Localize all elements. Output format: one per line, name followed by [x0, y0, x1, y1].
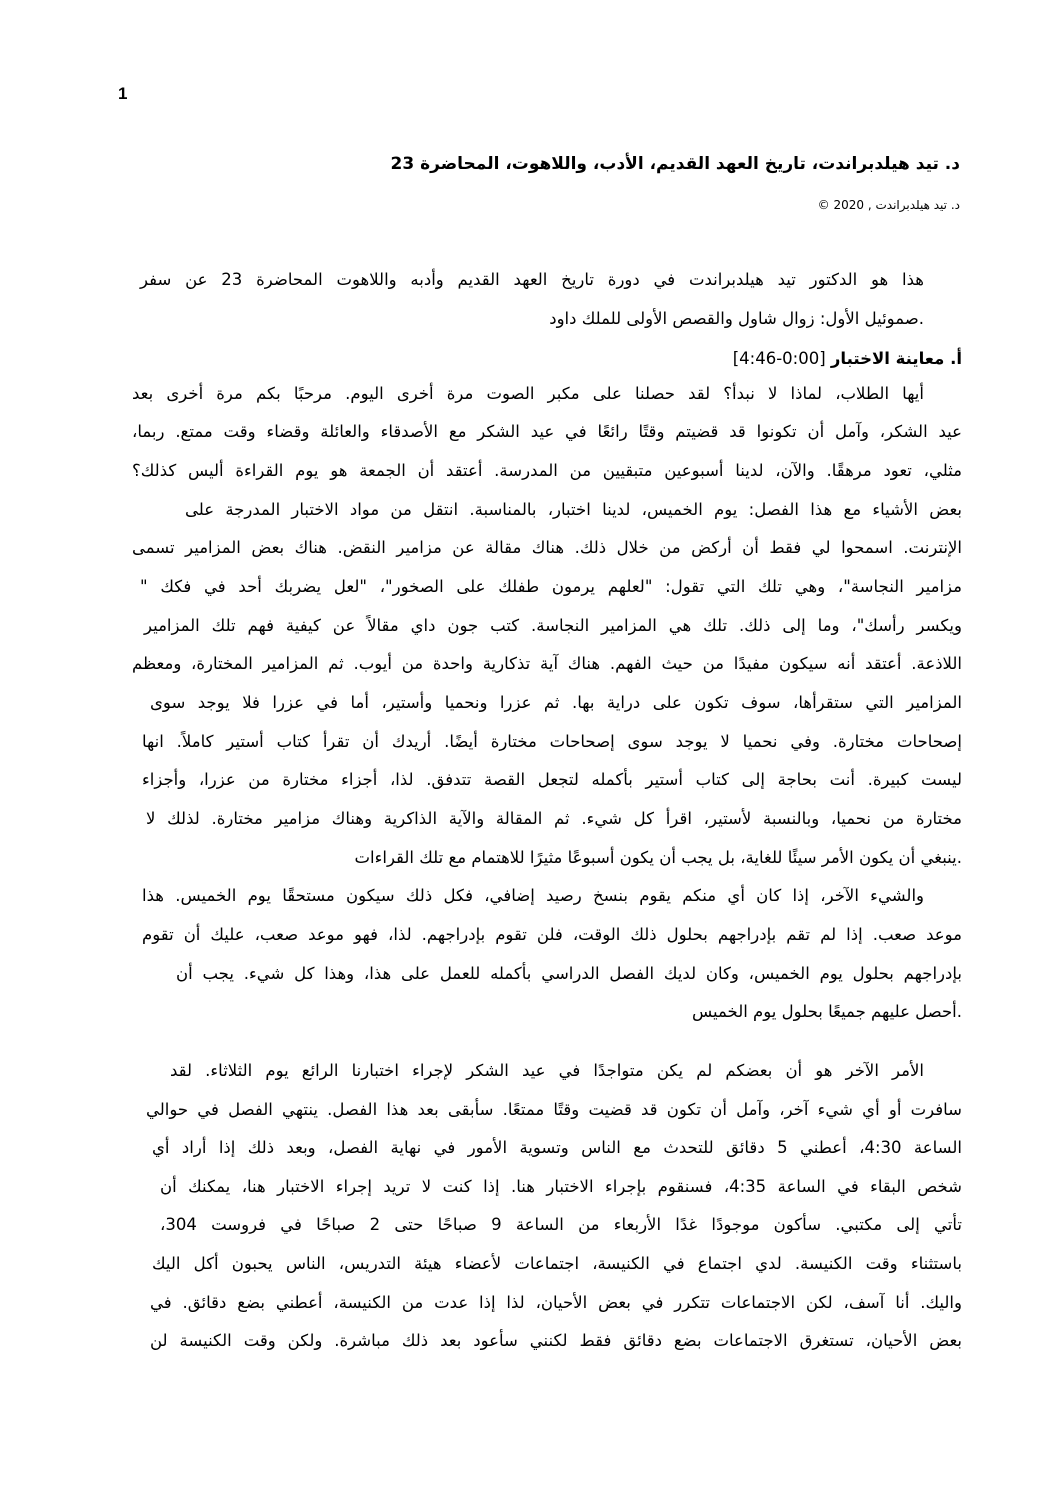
paragraph-line: الأمر الآخر هو أن بعضكم لم يكن متواجدًا في عيد الشكر لإجراء اختبارنا الرائع يوم الثلاثاء. لقد — [170, 1061, 924, 1080]
paragraph-line: الساعة 4:30، أعطني 5 دقائق للتحدث مع الناس وتسوية الأمور في نهاية الفصل، وبعد ذلك إذا أراد أي — [152, 1138, 962, 1157]
paragraph-line: شخص البقاء في الساعة 4:35، فسنقوم بإجراء الاختبار هنا. إذا كنت لا تريد إجراء الاختبار هنا، يمكنك أن — [160, 1177, 962, 1196]
paragraph-line: اللاذعة. أعتقد أنه سيكون مفيدًا من حيث الفهم. هناك آية تذكارية واحدة من أيوب. ثم المزامير المختارة، ومعظم — [132, 654, 962, 673]
paragraph-line: عيد الشكر، وآمل أن تكونوا قد قضيتم وقتًا رائعًا في عيد الشكر مع الأصدقاء والعائلة وقضاء وقت ممتع. ربما، — [132, 422, 962, 441]
section-heading — [733, 349, 962, 368]
paragraph-line: مزامير النجاسة"، وهي تلك التي تقول: "لعلهم يرمون طفلك على الصخور"، "لعل يضربك أحد في فكك " — [140, 577, 962, 596]
paragraph-line: مثلي، تعود مرهقًا. والآن، لدينا أسبوعين متبقيين من المدرسة. أعتقد أن الجمعة هو يوم القراءة أليس كذلك؟ — [132, 461, 962, 480]
paragraph-line: ليست كبيرة. أنت بحاجة إلى كتاب أستير بأكمله لتجعل القصة تتدفق. لذا، أجزاء مختارة من عزرا، وأجزاء — [142, 770, 962, 789]
intro-line: .صموئيل الأول: زوال شاول والقصص الأولى للملك داود — [549, 309, 924, 328]
paragraph-line: تأتي إلى مكتبي. سأكون موجودًا غدًا الأربعاء من الساعة 9 صباحًا حتى 2 صباحًا في فروست 304، — [160, 1215, 962, 1234]
paragraph-line: المزامير التي ستقرأها، سوف تكون على دراية بها. ثم عزرا ونحميا وأستير، أما في عزرا فلا يوجد سوى — [150, 693, 962, 712]
paragraph-line: أيها الطلاب، لماذا لا نبدأ؟ لقد حصلنا على مكبر الصوت مرة أخرى اليوم. مرحبًا بكم مرة أخرى بعد — [132, 384, 924, 403]
section-heading-text: أ. معاينة الاختبار — [830, 349, 962, 368]
paragraph-line: إصحاحات مختارة. وفي نحميا لا يوجد سوى إصحاحات مختارة أيضًا. أريدك أن تقرأ كتاب أستير كاملاً. انها — [142, 732, 962, 751]
page-number: 1 — [118, 84, 128, 103]
paragraph-line: مختارة من نحميا، وبالنسبة لأستير، اقرأ كل شيء. ثم المقالة والآية الذاكرية وهناك مزامير مختارة. لذلك لا — [146, 809, 962, 828]
paragraph-line: باستثناء وقت الكنيسة. لدي اجتماع في الكنيسة، اجتماعات لأعضاء هيئة التدريس، الناس يحبون أكل اليك — [152, 1254, 962, 1273]
paragraph-line: بعض الأشياء مع هذا الفصل: يوم الخميس، لدينا اختبار، بالمناسبة. انتقل من مواد الاختبار المدرجة على — [185, 500, 962, 519]
paragraph-line: ويكسر رأسك"، وما إلى ذلك. تلك هي المزامير النجاسة. كتب جون داي مقالاً عن كيفية فهم تلك المزامير — [144, 616, 962, 635]
section-timestamp: [0:00-4:46] — [732, 349, 826, 368]
paragraph-line: الإنترنت. اسمحوا لي فقط أن أركض من خلال ذلك. هناك مقالة عن مزامير النقض. هناك بعض المزامير تسمى — [132, 538, 962, 557]
paragraph-line: سافرت أو أي شيء آخر، وآمل أن تكون قد قضيت وقتًا ممتعًا. سأبقى بعد هذا الفصل. ينتهي الفصل في حوالي — [146, 1100, 962, 1119]
intro-line: هذا هو الدكتور تيد هيلدبراندت في دورة تاريخ العهد القديم وأدبه واللاهوت المحاضرة 23 عن سفر — [140, 270, 924, 289]
copyright-line: د. تيد هيلدبراندت , 2020 © — [817, 198, 960, 212]
paragraph-line: بعض الأحيان، تستغرق الاجتماعات بضع دقائق فقط لكنني سأعود بعد ذلك مباشرة. ولكن وقت الكنيسة لن — [150, 1331, 962, 1350]
paragraph-line: بإدراجهم بحلول يوم الخميس، وكان لديك الفصل الدراسي بأكمله للعمل على هذا، وهذا كل شيء. يجب أن — [176, 964, 962, 983]
paragraph-line: .أحصل عليهم جميعًا بحلول يوم الخميس — [691, 1002, 962, 1021]
document-title: د. تيد هيلدبراندت، تاريخ العهد القديم، الأدب، واللاهوت، المحاضرة 23 — [390, 154, 960, 174]
paragraph-line: .ينبغي أن يكون الأمر سيئًا للغاية، بل يجب أن يكون أسبوعًا مثيرًا للاهتمام مع تلك القراءات — [354, 848, 962, 867]
paragraph-line: واليك. أنا آسف، لكن الاجتماعات تتكرر في بعض الأحيان، لذا إذا عدت من الكنيسة، أعطني بضع دقائق. في — [150, 1293, 962, 1312]
paragraph-line: موعد صعب. إذا لم تقم بإدراجهم بحلول ذلك الوقت، فلن تقوم بإدراجهم. لذا، فهو موعد صعب، عليك أن تقوم — [142, 925, 962, 944]
paragraph-line: والشيء الآخر، إذا كان أي منكم يقوم بنسخ رصيد إضافي، فكل ذلك سيكون مستحقًا يوم الخميس. هذا — [142, 886, 924, 905]
